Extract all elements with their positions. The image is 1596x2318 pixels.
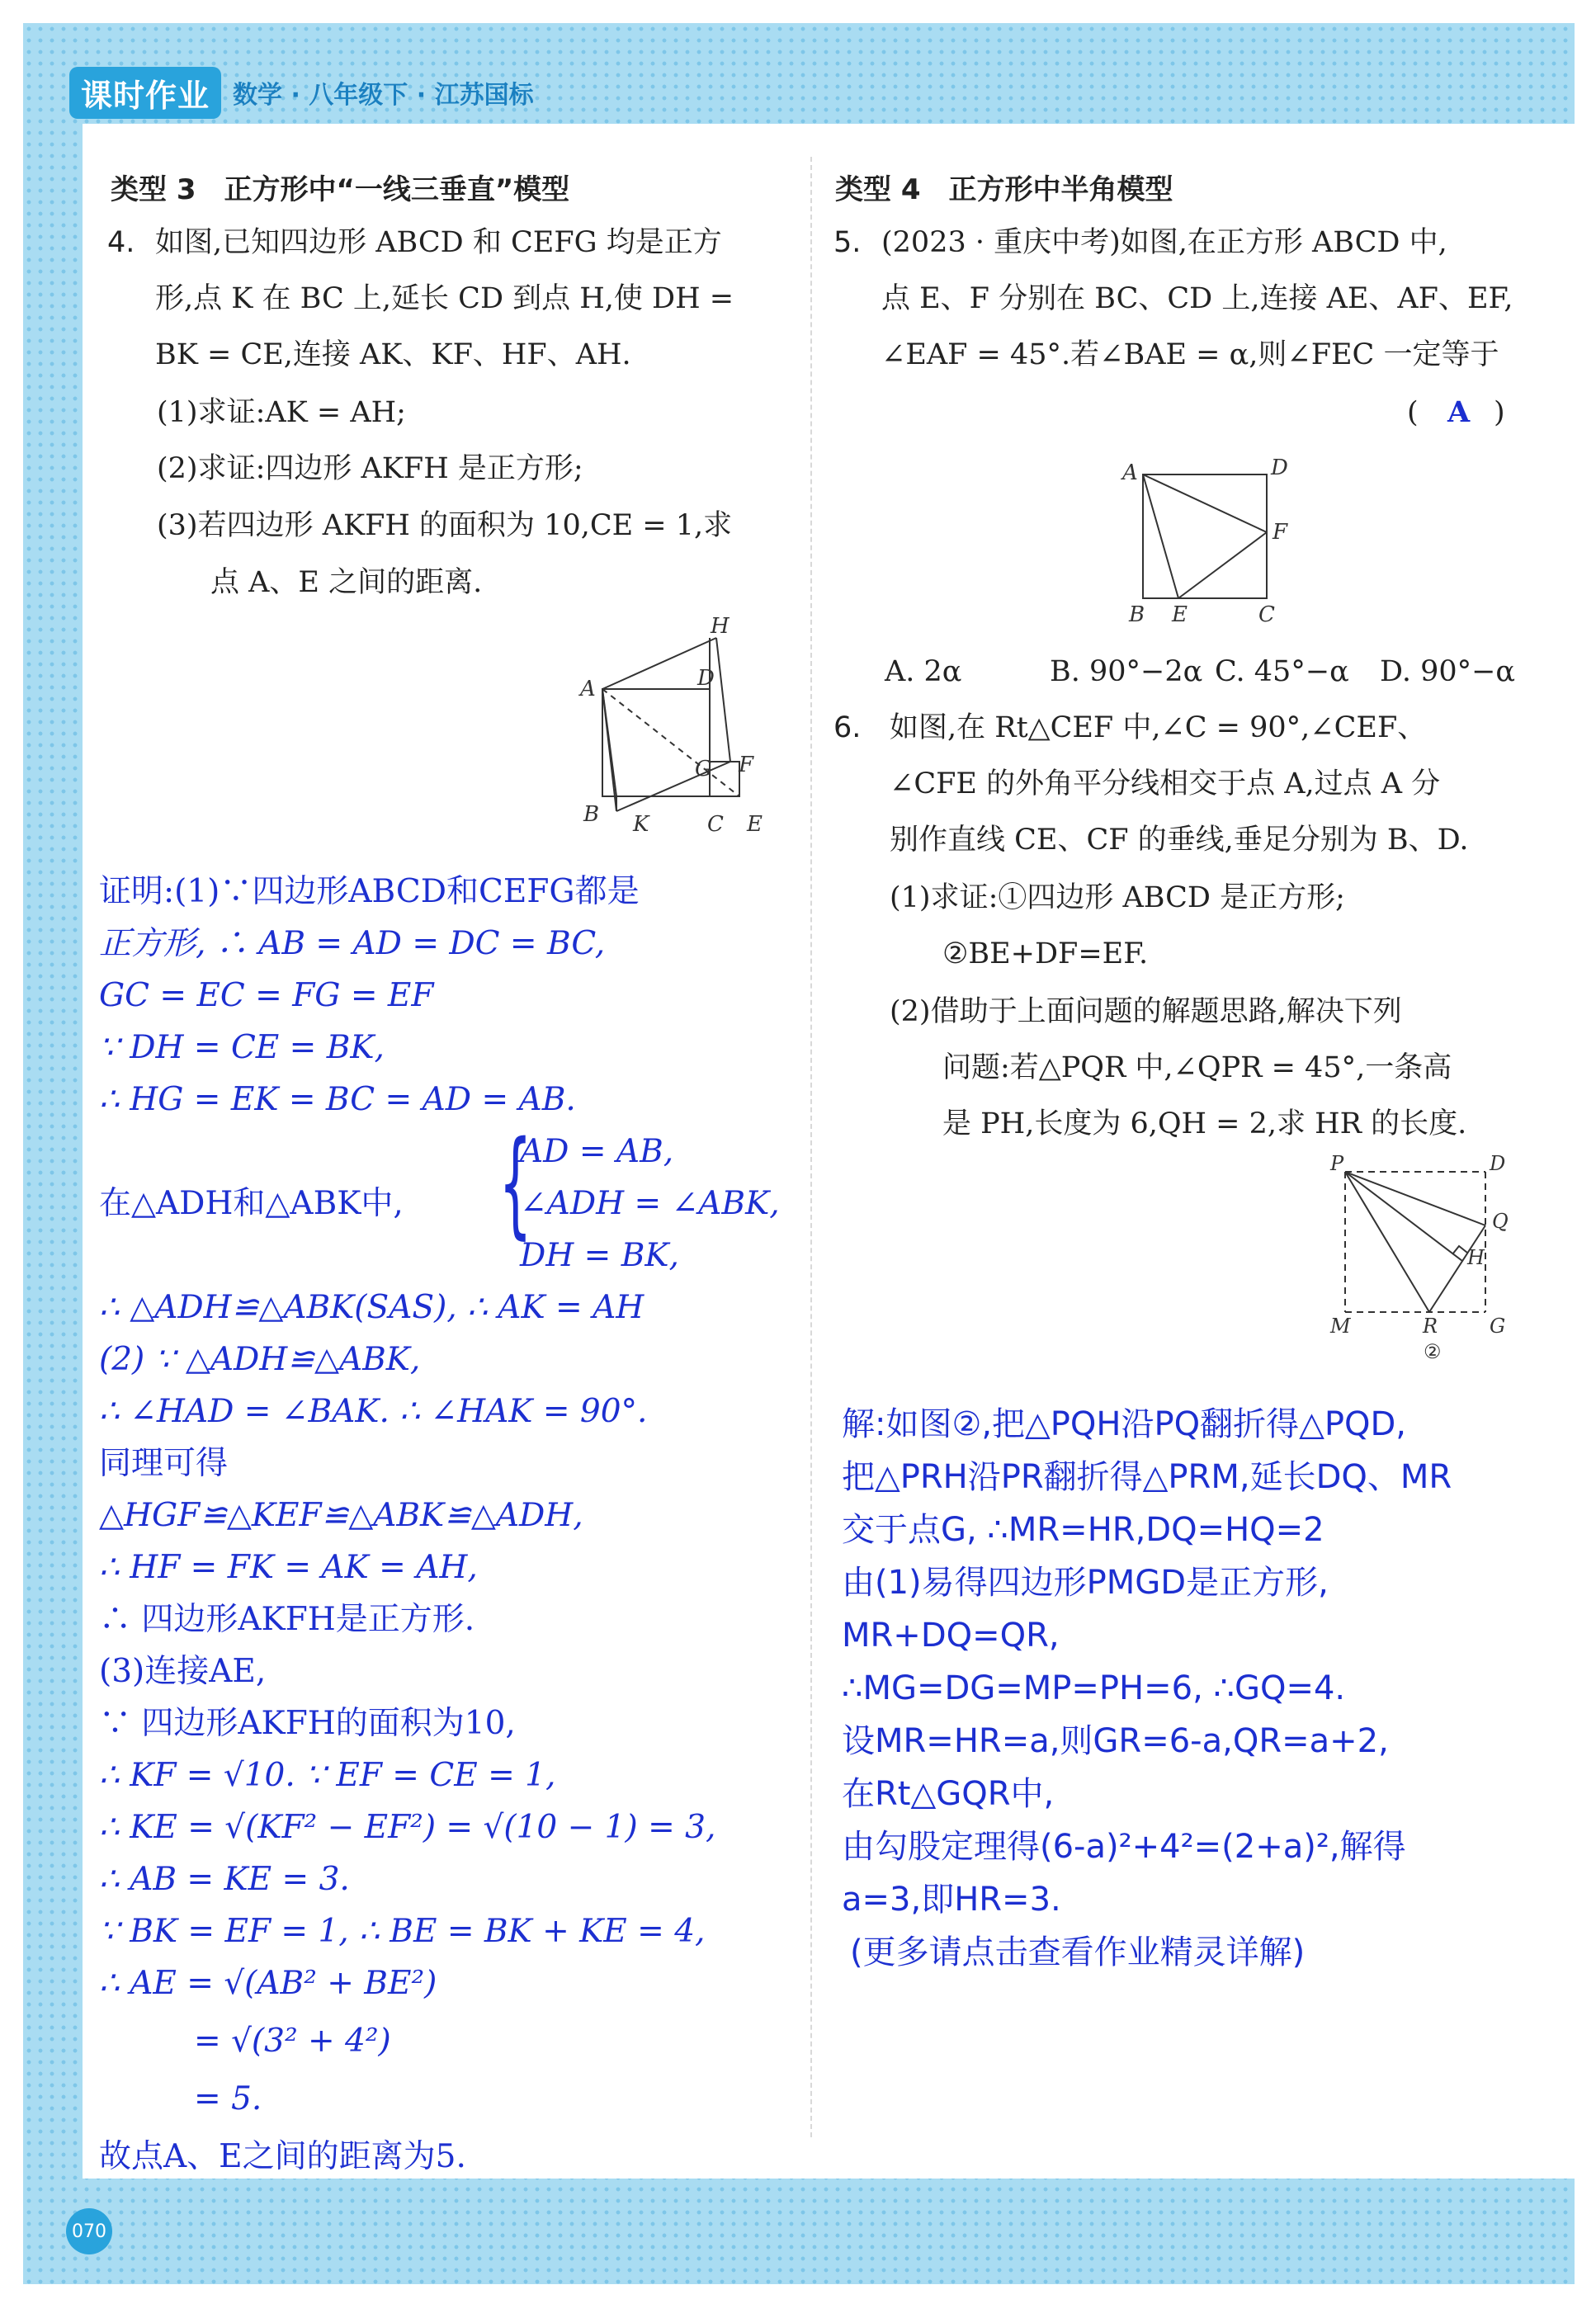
q5-label-B: B (1129, 602, 1145, 627)
q5-line-1: (2023 · 重庆中考)如图,在正方形 ABCD 中, (881, 226, 1447, 259)
q5-line-3: ∠EAF = 45°.若∠BAE = α,则∠FEC 一定等于 (881, 338, 1499, 371)
sol6-line-5: MR+DQ=QR, (842, 1617, 1060, 1655)
q6-part-2-c: 是 PH,长度为 6,QH = 2,求 HR 的长度. (942, 1107, 1467, 1140)
page-header (69, 68, 534, 117)
q4-label-B: B (583, 802, 600, 827)
sol4-line-4: ∵ DH = CE = BK, (99, 1029, 385, 1066)
q4-line-3: BK = CE,连接 AK、KF、HF、AH. (155, 338, 631, 371)
sol4-line-13: ∴ 四边形AKFH是正方形. (99, 1601, 475, 1638)
q6-part-1: (1)求证:①四边形 ABCD 是正方形; (890, 881, 1345, 914)
q4-line-1: 如图,已知四边形 ABCD 和 CEFG 均是正方 (155, 226, 722, 259)
sol4-line-1: 证明:(1)∵四边形ABCD和CEFG都是 (99, 873, 640, 910)
sol4-conclusion: 故点A、E之间的距离为5. (99, 2138, 466, 2175)
sol4-line-16: ∴ KF = √10. ∵ EF = CE = 1, (99, 1757, 556, 1794)
q5-label-D: D (1271, 456, 1288, 480)
q5-label-C: C (1258, 602, 1275, 627)
question-4-number: 4. (107, 226, 135, 259)
sol4-line-17: ∴ KE = √(KF² − EF²) = √(10 − 1) = 3, (99, 1809, 716, 1846)
q5-option-c: C. 45°−α (1215, 655, 1349, 688)
book-subtitle: 数学 · 八年级下 · 江苏国标 (233, 81, 534, 110)
sol6-line-7: 设MR=HR=a,则GR=6-a,QR=a+2, (842, 1722, 1389, 1760)
q4-label-C: C (707, 812, 724, 837)
sol4-system-1: AD = AB, (520, 1133, 674, 1170)
sol4-line-18: ∴ AB = KE = 3. (99, 1861, 350, 1898)
q5-answer-close: ) (1494, 396, 1505, 429)
q5-option-d: D. 90°−α (1380, 655, 1516, 688)
q4-label-D: D (697, 666, 715, 691)
sol4-line-8: (2) ∵ △ADH≌△ABK, (99, 1341, 421, 1378)
q6-part-2-b: 问题:若△PQR 中,∠QPR = 45°,一条高 (942, 1051, 1452, 1084)
q4-part-1: (1)求证:AK = AH; (157, 396, 406, 429)
more-details-link[interactable]: (更多请点击查看作业精灵详解) (850, 1933, 1306, 1971)
q5-label-A: A (1122, 460, 1138, 485)
q5-option-b: B. 90°−2α (1050, 655, 1203, 688)
section-title-type4: 类型 4 正方形中半角模型 (835, 173, 1173, 206)
sol4-line-21: = √(3² + 4²) (194, 2023, 391, 2060)
q6-label-R: R (1423, 1315, 1438, 1338)
q5-line-2: 点 E、F 分别在 BC、CD 上,连接 AE、AF、EF, (881, 282, 1513, 315)
q6-line-3: 别作直线 CE、CF 的垂线,垂足分别为 B、D. (890, 824, 1469, 857)
sol4-system-3: DH = BK, (520, 1237, 679, 1274)
q6-line-1: 如图,在 Rt△CEF 中,∠C = 90°,∠CEF、 (890, 711, 1427, 744)
q4-figure (574, 615, 788, 850)
q6-label-P: P (1330, 1155, 1344, 1175)
sol4-line-22: = 5. (194, 2080, 262, 2117)
sol4-line-3: GC = EC = FG = EF (99, 977, 434, 1014)
q4-label-A: A (580, 677, 596, 701)
q5-answer: A (1447, 395, 1471, 429)
sol4-line-10: 同理可得 (99, 1445, 229, 1482)
sol4-line-20: ∴ AE = √(AB² + BE²) (99, 1965, 437, 2002)
sol4-line-7: ∴ △ADH≌△ABK(SAS), ∴ AK = AH (99, 1289, 645, 1326)
q5-figure (1114, 450, 1312, 631)
question-6-number: 6. (833, 711, 862, 744)
q6-part-2: (2)借助于上面问题的解题思路,解决下列 (890, 995, 1402, 1028)
q6-line-2: ∠CFE 的外角平分线相交于点 A,过点 A 分 (890, 767, 1441, 800)
q4-label-K: K (633, 812, 649, 837)
q6-figure-caption: ② (1424, 1340, 1442, 1363)
sol6-line-6: ∴MG=DG=MP=PH=6, ∴GQ=4. (842, 1669, 1346, 1707)
sol6-line-3: 交于点G, ∴MR=HR,DQ=HQ=2 (842, 1511, 1324, 1549)
brand-logo: 课时作业 (69, 67, 221, 119)
sol6-line-4: 由(1)易得四边形PMGD是正方形, (842, 1564, 1329, 1602)
sol4-line-9: ∴ ∠HAD = ∠BAK. ∴ ∠HAK = 90°. (99, 1393, 648, 1430)
sol6-line-1: 解:如图②,把△PQH沿PQ翻折得△PQD, (842, 1405, 1406, 1443)
sol6-line-8: 在Rt△GQR中, (842, 1775, 1055, 1813)
q6-label-Q: Q (1492, 1210, 1509, 1233)
question-5-number: 5. (833, 226, 862, 259)
q6-label-H: H (1467, 1246, 1485, 1269)
q4-part-3: (3)若四边形 AKFH 的面积为 10,CE = 1,求 (157, 509, 733, 542)
sol6-line-2: 把△PRH沿PR翻折得△PRM,延长DQ、MR (842, 1458, 1452, 1496)
q5-label-F: F (1273, 520, 1288, 545)
q6-label-M: M (1330, 1315, 1351, 1338)
sol4-line-15: ∵ 四边形AKFH的面积为10, (99, 1705, 516, 1742)
sol4-line-11: △HGF≌△KEF≌△ABK≌△ADH, (99, 1497, 583, 1534)
q4-label-E: E (747, 812, 763, 837)
q4-line-2: 形,点 K 在 BC 上,延长 CD 到点 H,使 DH = (155, 282, 734, 315)
sol4-line-14: (3)连接AE, (99, 1653, 267, 1690)
column-divider (810, 157, 812, 2137)
sol4-line-6: 在△ADH和△ABK中, (99, 1185, 404, 1222)
sol4-line-12: ∴ HF = FK = AK = AH, (99, 1549, 478, 1586)
system-brace: { (498, 1117, 532, 1251)
q4-label-G: G (695, 757, 712, 781)
sol4-line-2: 正方形, ∴ AB = AD = DC = BC, (99, 925, 606, 962)
q5-option-a: A. 2α (885, 655, 962, 688)
q4-label-F: F (739, 753, 754, 777)
sol4-line-19: ∵ BK = EF = 1, ∴ BE = BK + KE = 4, (99, 1913, 706, 1950)
sol4-line-5: ∴ HG = EK = BC = AD = AB. (99, 1081, 576, 1118)
q5-answer-open: ( (1407, 396, 1419, 429)
q4-part-3-cont: 点 A、E 之间的距离. (210, 566, 483, 599)
section-title-type3: 类型 3 正方形中“一线三垂直”模型 (111, 173, 570, 206)
q6-figure (1320, 1155, 1518, 1370)
page-number: 070 (66, 2208, 112, 2254)
sol6-line-10: a=3,即HR=3. (842, 1881, 1061, 1919)
q5-label-E: E (1172, 602, 1188, 627)
q4-part-2: (2)求证:四边形 AKFH 是正方形; (157, 452, 583, 485)
q6-label-D: D (1490, 1155, 1506, 1175)
q6-label-G: G (1490, 1315, 1506, 1338)
q4-label-H: H (711, 615, 730, 639)
sol6-line-9: 由勾股定理得(6-a)²+4²=(2+a)²,解得 (842, 1828, 1406, 1866)
q6-part-1-b: ②BE+DF=EF. (942, 937, 1149, 970)
sol4-system-2: ∠ADH = ∠ABK, (520, 1185, 780, 1222)
